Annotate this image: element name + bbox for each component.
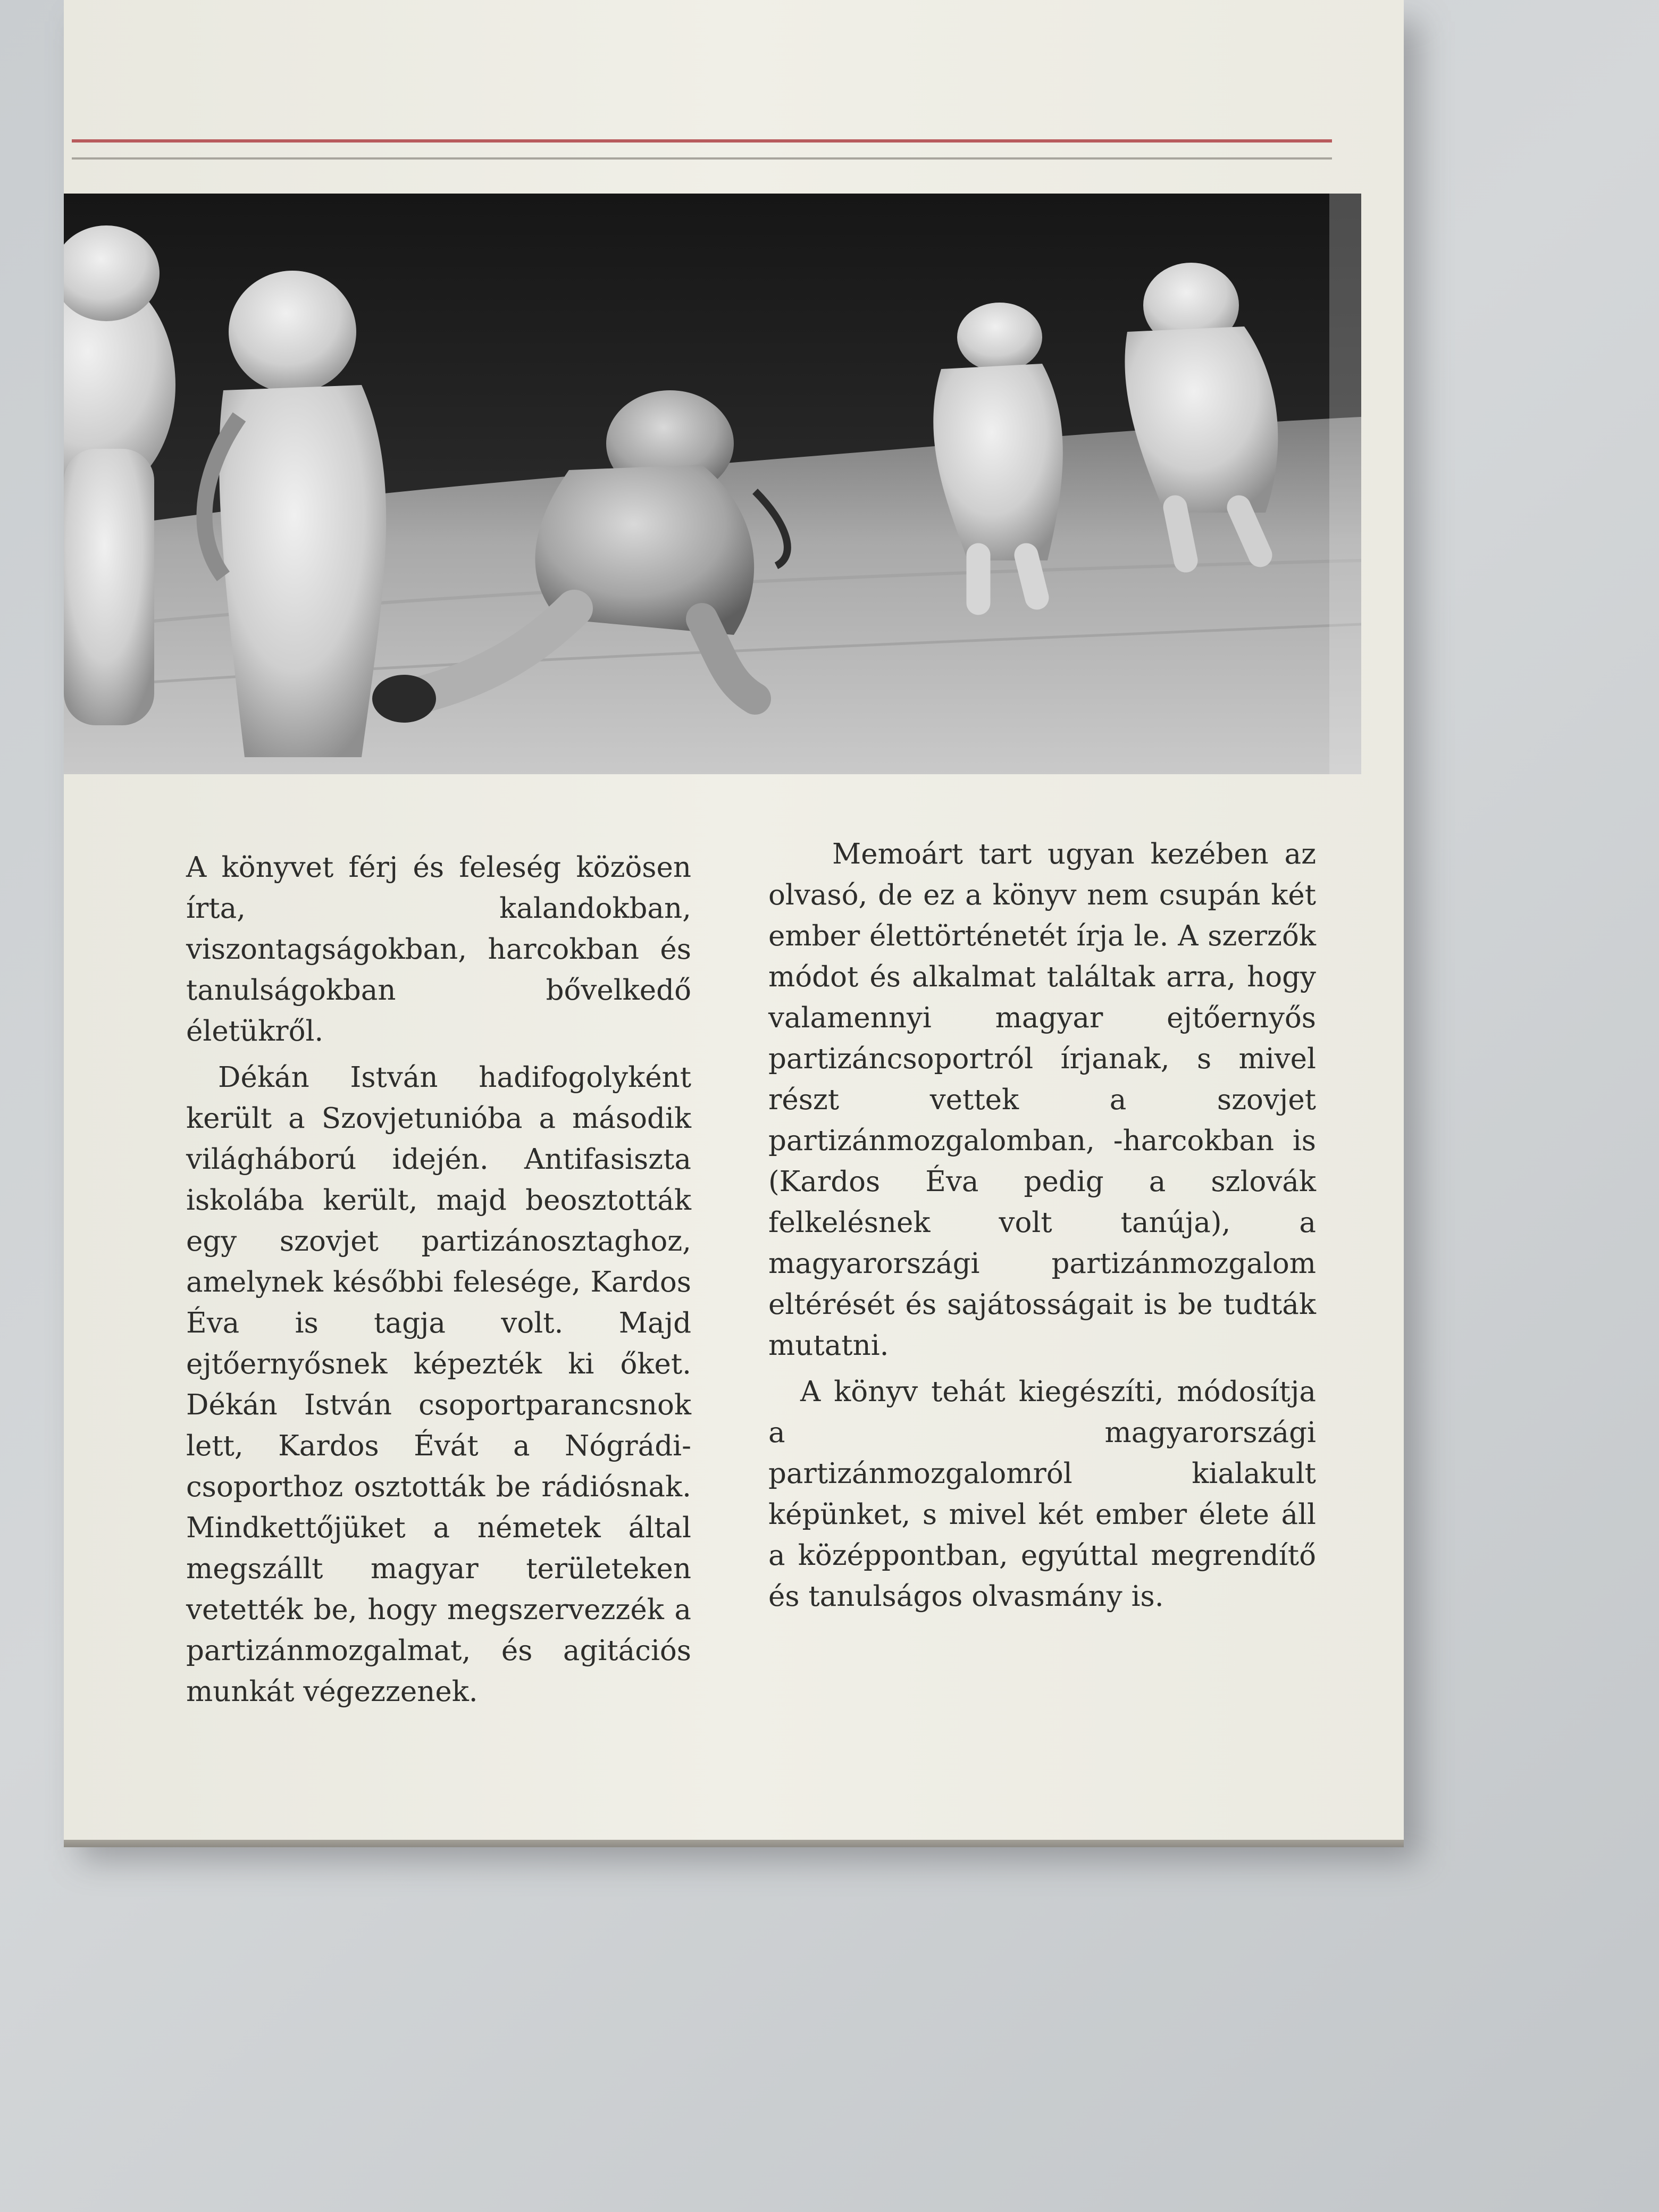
left-paragraph-2: Dékán István hadifogolyként került a Szovjetunióba a második világháború idején. Antifasiszta iskolába került, majd beosztották egy szovjet partizánosztaghoz, amelynek későbbi felesége, Kardos Éva is tagja volt. Majd ejtőernyősnek képezték ki őket. Dékán István csoportparancsnok lett, Kardos Évát a Nógrádi-csoporthoz osztották be rádiósnak. Mindkettőjüket a németek által megszállt magyar területeken vetették be, hogy megszervezzék a partizánmozgalmat, és agitációs munkát végezzenek. [186, 1061, 691, 1708]
winter-partisans-photo [64, 194, 1361, 774]
left-text-column [186, 847, 691, 1712]
red-rule [72, 139, 1332, 143]
gray-rule [72, 157, 1332, 160]
right-paragraph-1: Memoárt tart ugyan kezében az olvasó, de ez a könyv nem csupán két ember élettörténetét írja le. A szerzők módot és alkalmat találtak arra, hogy valamennyi magyar ejtőernyős partizáncsoportról írjanak, s mivel részt vettek a szovjet partizánmozgalomban, -harcokban is (Kardos Éva pedig a szlovák felkelésnek volt tanúja), a magyarországi partizánmozgalom eltérését és sajátosságait is be tudták mutatni. [768, 838, 1316, 1362]
book-back-cover [64, 0, 1404, 1840]
right-text-column [768, 834, 1316, 1617]
left-paragraph-1: A könyvet férj és feleség közösen írta, kalandokban, viszontagságokban, harcokban és tanulságokban bővelkedő életükről. [186, 851, 691, 1048]
right-paragraph-2: A könyv tehát kiegészíti, módosítja a magyarországi partizánmozgalomról kialakult képünket, s mivel két ember élete áll a középpontban, egyúttal megrendítő és tanulságos olvasmány is. [768, 1376, 1316, 1613]
